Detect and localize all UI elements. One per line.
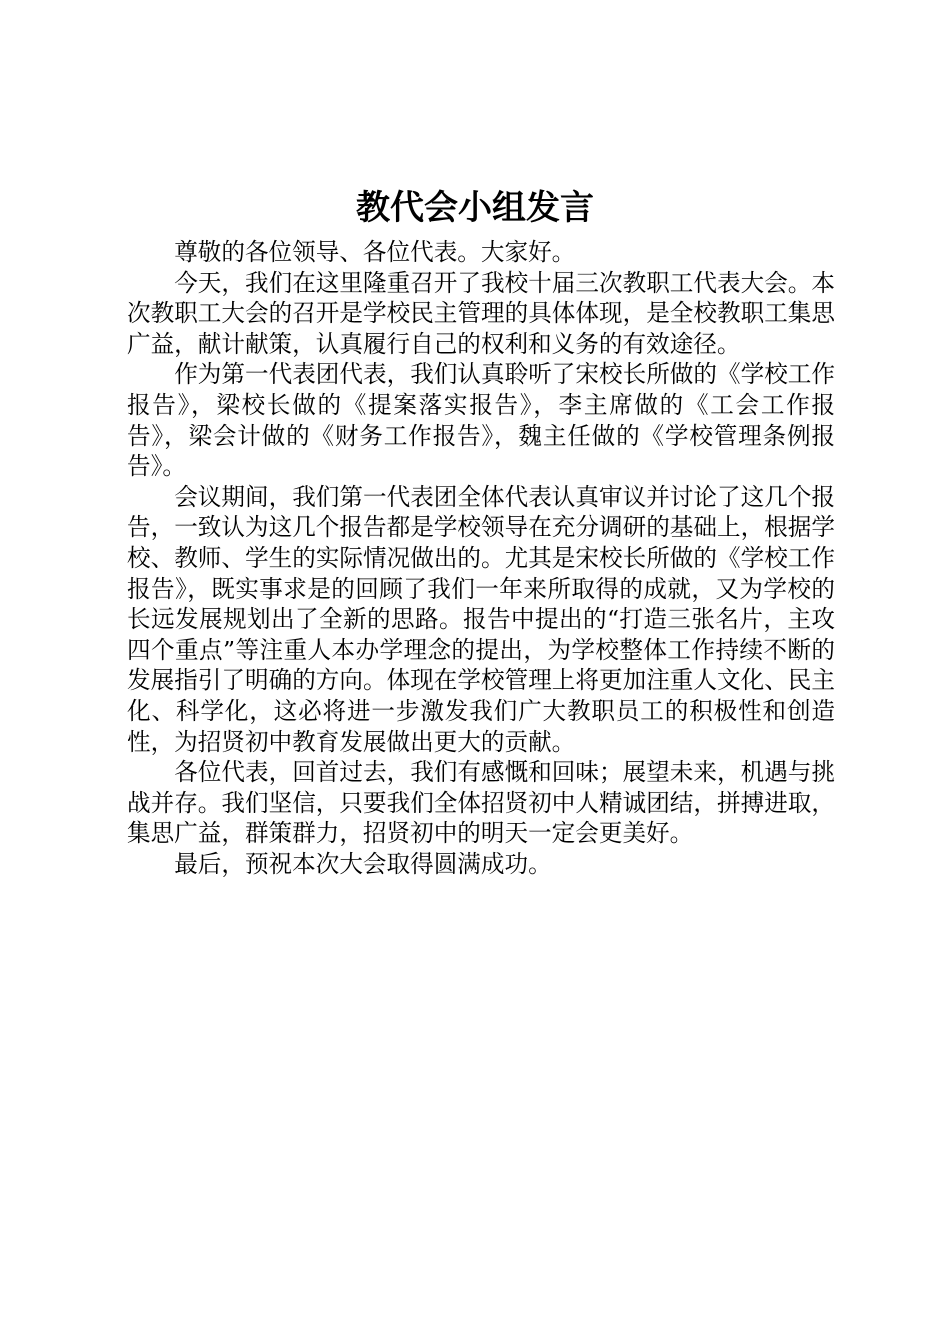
document-body	[127, 237, 835, 879]
paragraph-outlook: 各位代表，回首过去，我们有感慨和回味；展望未来，机遇与挑战并存。我们坚信，只要我们全体招贤初中人精诚团结，拼搏进取，集思广益，群策群力，招贤初中的明天一定会更美好。	[127, 758, 835, 848]
paragraph-greeting: 尊敬的各位领导、各位代表。大家好。	[174, 238, 576, 266]
paragraph-closing: 最后，预祝本次大会取得圆满成功。	[174, 849, 552, 878]
paragraph-discussion: 会议期间，我们第一代表团全体代表认真审议并讨论了这几个报告，一致认为这几个报告都是学校领导在充分调研的基础上，根据学校、教师、学生的实际情况做出的。尤其是宋校长所做的《学校工作报告》，既实事求是的回顾了我们一年来所取得的成就，又为学校的长远发展规划出了全新的思路。报告中提出的“打造三张名片，主攻四个重点”等注重人本办学理念的提出，为学校整体工作持续不断的发展指引了明确的方向。体现在学校管理上将更加注重人文化、民主化、科学化，这必将进一步激发我们广大教职员工的积极性和创造性，为招贤初中教育发展做出更大的贡献。	[127, 482, 835, 756]
paragraph-reports: 作为第一代表团代表，我们认真聆听了宋校长所做的《学校工作报告》，梁校长做的《提案落实报告》，李主席做的《工会工作报告》，梁会计做的《财务工作报告》，魏主任做的《学校管理条例报告》。	[127, 360, 835, 481]
paragraph-opening: 今天，我们在这里隆重召开了我校十届三次教职工代表大会。本次教职工大会的召开是学校民主管理的具体体现，是全校教职工集思广益，献计献策，认真履行自己的权利和义务的有效途径。	[127, 268, 835, 358]
page-title: 教代会小组发言	[356, 188, 594, 228]
